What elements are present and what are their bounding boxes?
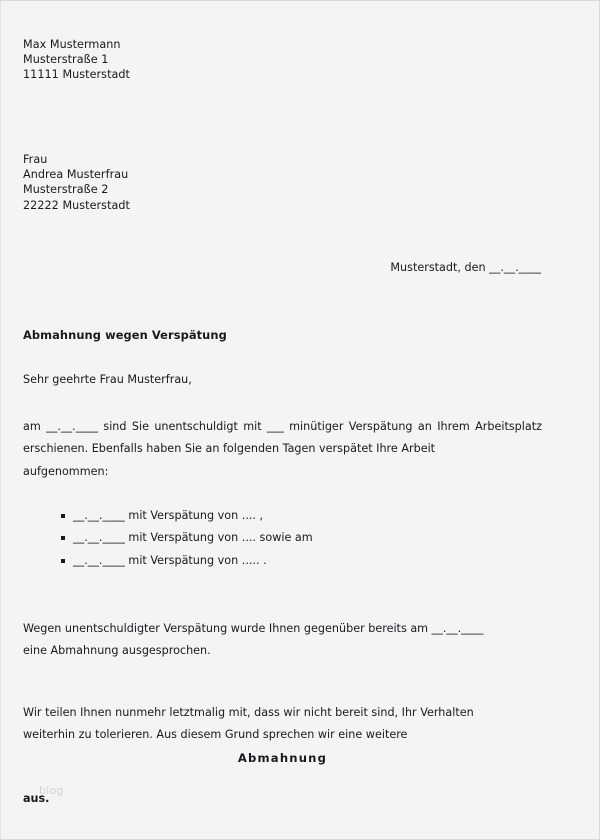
body-paragraph-1 bbox=[23, 416, 542, 483]
body-paragraph-3 bbox=[23, 702, 542, 747]
dateline: Musterstadt, den __.__.____ bbox=[390, 261, 541, 274]
body-paragraph-1-lastline: aufgenommen: bbox=[23, 464, 109, 478]
blog-watermark: blog bbox=[39, 784, 64, 797]
closing-line: aus. bbox=[23, 792, 50, 805]
body-paragraph-2-text: Wegen unentschuldigter Verspätung wurde Ihnen gegenüber bereits am __.__.____ bbox=[23, 622, 484, 635]
sender-address-block bbox=[23, 37, 130, 83]
sender-city: 11111 Musterstadt bbox=[23, 68, 130, 82]
recipient-street: Musterstraße 2 bbox=[23, 183, 109, 197]
sender-name: Max Mustermann bbox=[23, 38, 121, 51]
recipient-salutation: Frau bbox=[23, 153, 48, 166]
recipient-city: 22222 Musterstadt bbox=[23, 198, 130, 212]
body-paragraph-3-lastline: weiterhin zu tolerieren. Aus diesem Grund sprechen wir eine weitere bbox=[23, 728, 408, 742]
list-item: __.__.____ mit Verspätung von .... sowie am bbox=[61, 527, 313, 549]
recipient-name: Andrea Musterfrau bbox=[23, 168, 129, 182]
delay-list bbox=[61, 505, 313, 572]
body-paragraph-2 bbox=[23, 618, 542, 663]
salutation-line: Sehr geehrte Frau Musterfrau, bbox=[23, 373, 192, 386]
list-item: __.__.____ mit Verspätung von .... , bbox=[61, 505, 313, 527]
body-paragraph-3-text: Wir teilen Ihnen nunmehr letztmalig mit, dass wir nicht bereit sind, Ihr Verhalten bbox=[23, 706, 474, 719]
body-paragraph-2-lastline: eine Abmahnung ausgesprochen. bbox=[23, 644, 211, 658]
emphasis-abmahnung: Abmahnung bbox=[237, 751, 328, 765]
recipient-address-block bbox=[23, 152, 130, 213]
list-item: __.__.____ mit Verspätung von ..... . bbox=[61, 550, 313, 572]
body-paragraph-1-text: am __.__.____ sind Sie unentschuldigt mit ___ minütiger Verspätung an Ihrem Arbeitsplatz erschienen. Ebenfalls haben Sie an folgenden Tagen verspätet Ihre Arbeit bbox=[23, 420, 542, 456]
subject-line: Abmahnung wegen Verspätung bbox=[23, 328, 227, 342]
sender-street: Musterstraße 1 bbox=[23, 53, 109, 67]
